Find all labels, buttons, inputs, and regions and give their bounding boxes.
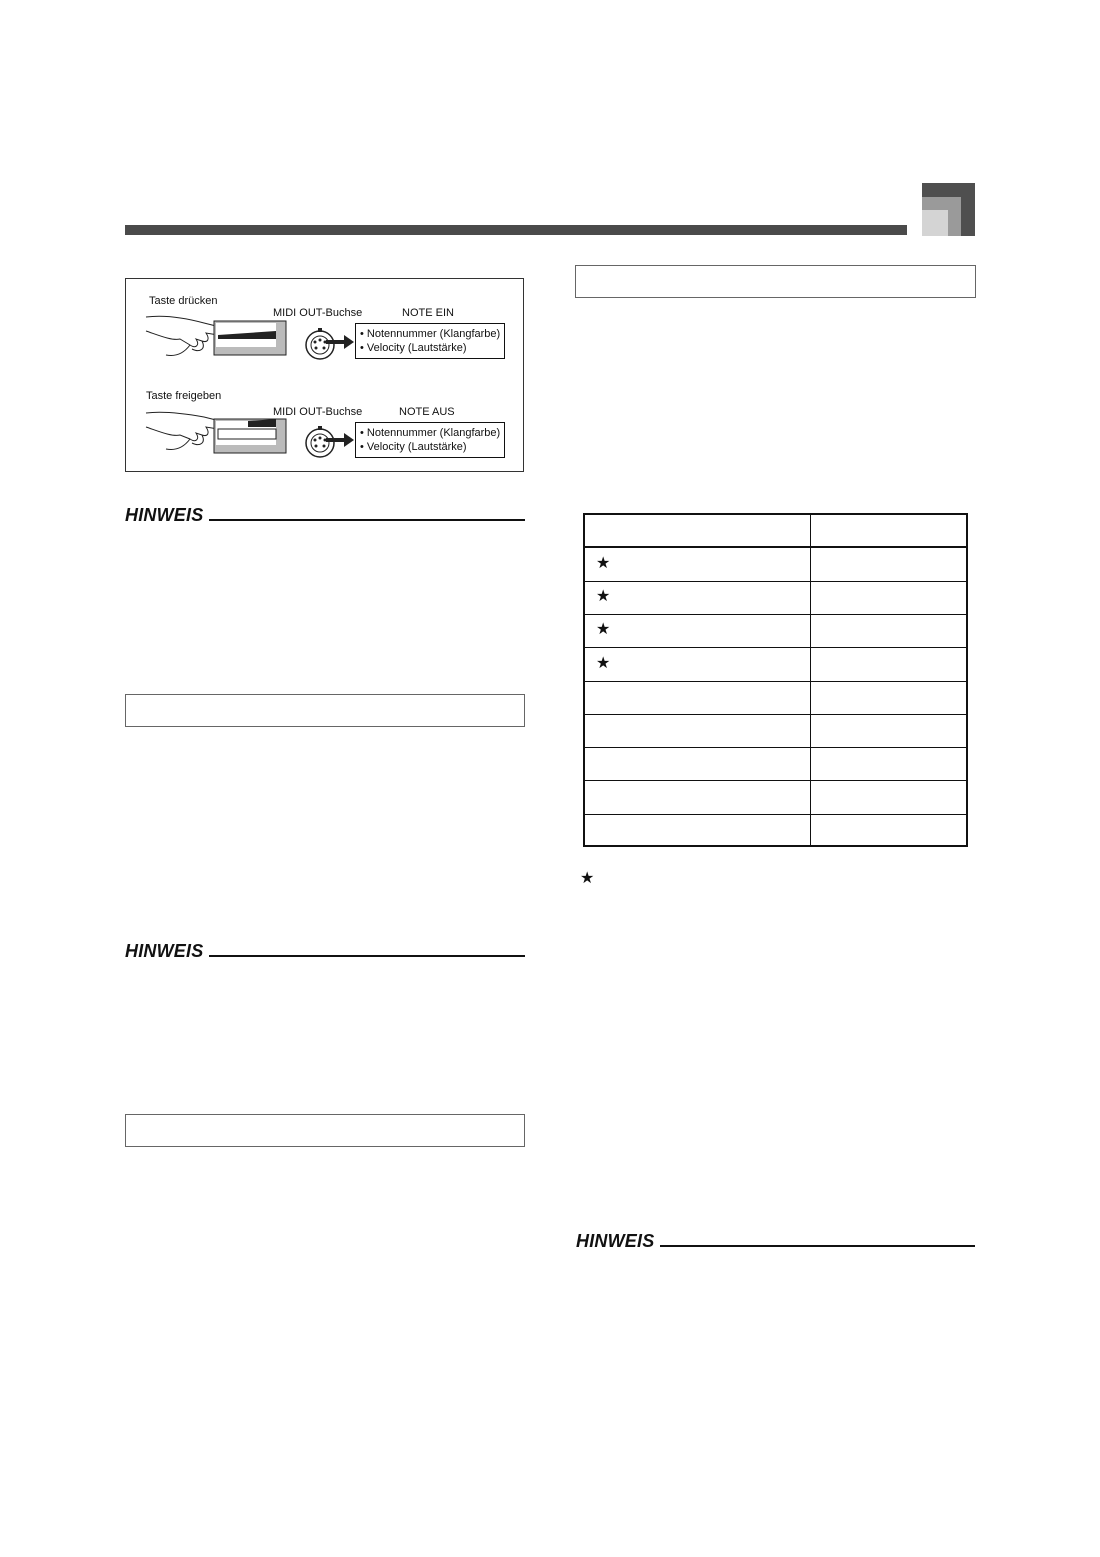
star-icon: ★ xyxy=(596,621,611,638)
table-column-divider xyxy=(810,515,811,845)
note-heading-rule xyxy=(209,519,525,521)
table-row xyxy=(585,548,966,582)
corner-tab-graphic xyxy=(922,183,975,236)
note-heading-label: HINWEIS xyxy=(125,941,204,961)
table-row xyxy=(585,682,966,715)
note-off-box xyxy=(355,422,505,458)
note-heading-rule xyxy=(209,955,525,957)
header-bar xyxy=(125,225,907,235)
section-title-box xyxy=(575,265,976,298)
release-hand-key-jack-illustration xyxy=(144,407,354,467)
note-heading xyxy=(125,505,525,527)
press-port-label: MIDI OUT-Buchse xyxy=(273,307,363,319)
table-row xyxy=(585,715,966,748)
table-row xyxy=(585,748,966,781)
star-icon: ★ xyxy=(596,588,611,605)
release-event-label: NOTE AUS xyxy=(399,406,455,418)
note-on-box xyxy=(355,323,505,359)
table-header-row xyxy=(585,515,966,548)
press-hand-key-jack-illustration xyxy=(144,309,354,369)
note-on-item: • Velocity (Lautstärke) xyxy=(360,342,467,354)
table-row xyxy=(585,781,966,815)
table-row xyxy=(585,615,966,648)
note-heading-label: HINWEIS xyxy=(125,505,204,525)
parameter-table xyxy=(583,513,968,847)
note-heading xyxy=(576,1231,975,1253)
star-icon: ★ xyxy=(596,655,611,672)
note-heading xyxy=(125,941,525,963)
press-caption: Taste drücken xyxy=(149,295,218,307)
star-icon: ★ xyxy=(596,555,611,572)
table-row xyxy=(585,582,966,615)
section-title-box xyxy=(125,1114,525,1147)
section-title-box xyxy=(125,694,525,727)
midi-note-figure xyxy=(125,278,524,472)
footnote-star-icon: ★ xyxy=(580,870,595,887)
note-off-item: • Velocity (Lautstärke) xyxy=(360,441,467,453)
release-port-label: MIDI OUT-Buchse xyxy=(273,406,363,418)
note-heading-rule xyxy=(660,1245,975,1247)
note-on-item: • Notennummer (Klangfarbe) xyxy=(360,328,501,340)
note-heading-label: HINWEIS xyxy=(576,1231,655,1251)
table-row xyxy=(585,648,966,682)
table-row xyxy=(585,815,966,847)
press-event-label: NOTE EIN xyxy=(402,307,454,319)
release-caption: Taste freigeben xyxy=(146,390,222,402)
note-off-item: • Notennummer (Klangfarbe) xyxy=(360,427,501,439)
